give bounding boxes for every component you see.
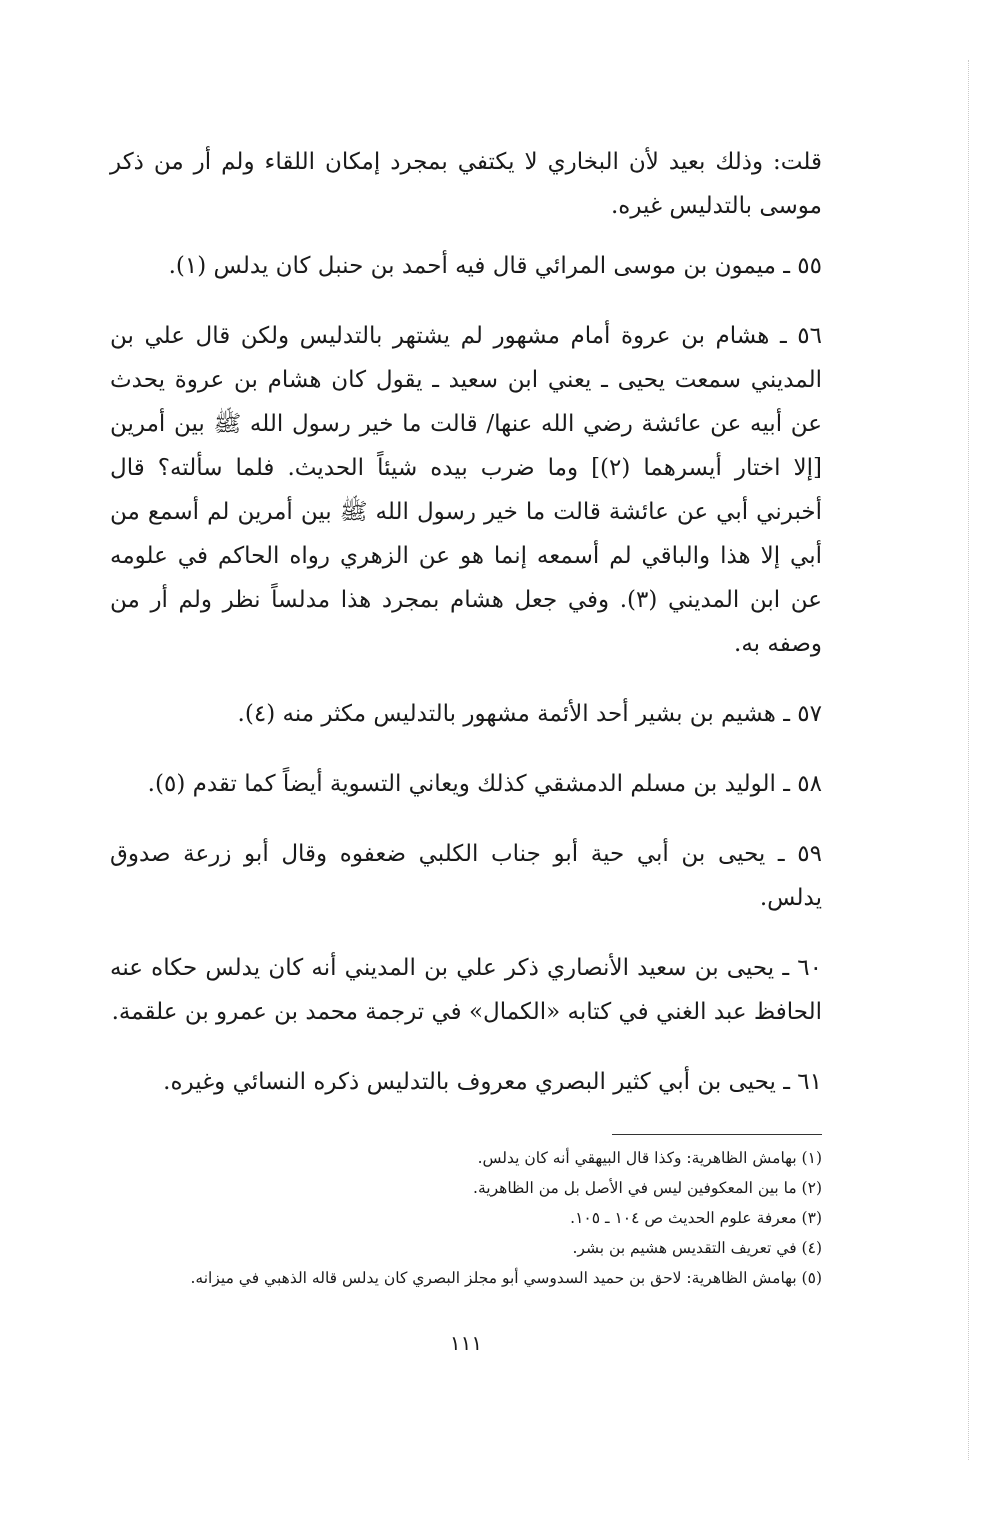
footnote-1: (١) بهامش الظاهرية: وكذا قال البيهقي أنه كان يدلس.: [477, 1149, 822, 1167]
entry-57: ٥٧ ـ هشيم بن بشير أحد الأئمة مشهور بالتدليس مكثر منه (٤).: [237, 701, 822, 727]
footnote-2: (٢) ما بين المعكوفين ليس في الأصل بل من الظاهرية.: [473, 1179, 822, 1197]
entry-59: ٥٩ ـ يحيى بن أبي حية أبو جناب الكلبي ضعفوه وقال أبو زرعة صدوق يدلس.: [110, 841, 822, 911]
entry-60: ٦٠ ـ يحيى بن سعيد الأنصاري ذكر علي بن المديني أنه كان يدلس حكاه عنه الحافظ عبد الغني في كتابه «الكمال» في ترجمة محمد بن عمرو بن علقمة.: [110, 955, 822, 1025]
entry-58: ٥٨ ـ الوليد بن مسلم الدمشقي كذلك ويعاني التسوية أيضاً كما تقدم (٥).: [147, 771, 822, 797]
entry-55: ٥٥ ـ ميمون بن موسى المرائي قال فيه أحمد بن حنبل كان يدلس (١).: [168, 253, 822, 279]
entry-56: ٥٦ ـ هشام بن عروة أمام مشهور لم يشتهر بالتدليس ولكن قال علي بن المديني سمعت يحيى ـ يعني ابن سعيد ـ يقول كان هشام بن عروة يحدث عن أبيه عن عائشة رضي الله عنها/ قالت ما خير رسول الله ﷺ بين أمرين [إلا اختار أيسرهما (٢)] وما ضرب بيده شيئاً الحديث. فلما سألته؟ قال أخبرني أبي عن عائشة قالت ما خير رسول الله ﷺ بين أمرين لم أسمع من أبي إلا هذا والباقي لم أسمعه إنما هو عن الزهري رواه الحاكم في علومه عن ابن المديني (٣). وفي جعل هشام بمجرد هذا مدلساً نظر ولم أر من وصفه به.: [110, 323, 823, 657]
entry-61: ٦١ ـ يحيى بن أبي كثير البصري معروف بالتدليس ذكره النسائي وغيره.: [163, 1069, 822, 1095]
footnote-separator: [612, 1134, 822, 1135]
paragraph-intro: قلت: وذلك بعيد لأن البخاري لا يكتفي بمجرد إمكان اللقاء ولم أر من ذكر موسى بالتدليس غيره.: [110, 149, 822, 219]
footnote-4: (٤) في تعريف التقديس هشيم بن بشر.: [572, 1239, 822, 1257]
page-number: ١١١: [449, 1331, 483, 1355]
footnote-3: (٣) معرفة علوم الحديث ص ١٠٤ ـ ١٠٥.: [570, 1209, 822, 1227]
page-edge-line: [968, 60, 969, 1460]
footnotes: [110, 1143, 822, 1293]
footnote-5: (٥) بهامش الظاهرية: لاحق بن حميد السدوسي أبو مجلز البصري كان يدلس قاله الذهبي في ميزانه.: [190, 1269, 822, 1287]
book-page: [110, 140, 822, 1355]
